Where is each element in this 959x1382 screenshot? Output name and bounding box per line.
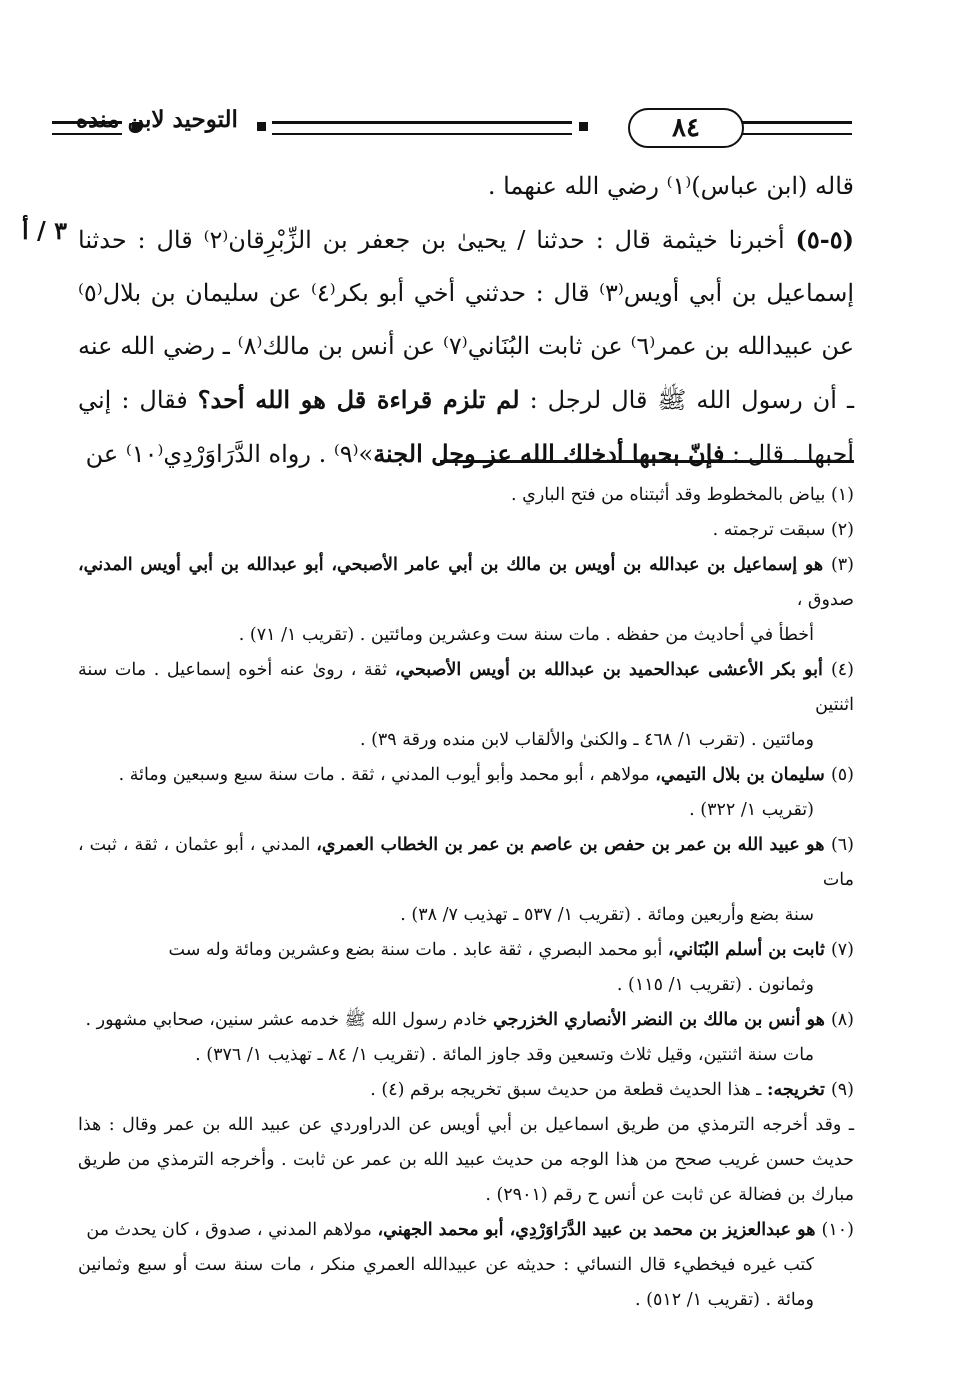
hadith-text: فقال : إني أحبها . قال : [78, 386, 854, 468]
footnote [78, 478, 854, 513]
main-text [78, 160, 854, 481]
manuscript-folio-reference: ٣ / أ [22, 216, 68, 245]
footnote-number: (٢) [830, 520, 854, 540]
footnote-number: (٨) [830, 1010, 854, 1030]
footnote-text: أبو محمد البصري ، ثقة عابد . مات سنة بضع وعشرين ومائة وله ست [168, 940, 668, 960]
footnote-continuation: وثمانون . (تقريب ١/ ١١٥) . [616, 975, 814, 995]
footnote-continuation: كتب غيره فيخطيء قال النسائي : حديثه عن عبيدالله العمري منكر ، مات سنة ست أو سبع وثمانين ومائة . (تقريب ١/ ٥١٢) . [78, 1255, 814, 1310]
hadith-text: أخبرنا خيثمة قال : حدثنا / يحيىٰ بن جعفر بن الزِّبْرِقان⁽٢⁾ قال : حدثنا إسماعيل بن أبي أويس⁽٣⁾ قال : حدثني أخي أبو بكر⁽٤⁾ عن سليمان بن بلال⁽٥⁾ عن عبيدالله بن عمر⁽٦⁾ عن ثابت البُنَاني⁽٧⁾ عن أنس بن مالك⁽٨⁾ ـ رضي الله عنه ـ أن رسول الله ﷺ قال لرجل : [78, 226, 855, 414]
footnote-name: أبو بكر الأعشى عبدالحميد بن عبدالله بن أويس الأصبحي، [394, 660, 831, 680]
footnote [78, 1213, 854, 1318]
hadith-text: »⁽٩⁾ . رواه الدَّرَاوَرْدِي⁽١٠⁾ عن [85, 440, 374, 468]
header-rule-middle [272, 121, 572, 135]
footnote-name: هو إسماعيل بن عبدالله بن أويس بن مالك بن أبي عامر الأصبحي، أبو عبدالله بن أبي أويس المدني، [78, 555, 831, 575]
footnote-text: مولاهم ، أبو محمد وأبو أيوب المدني ، ثقة . مات سنة سبع وسبعين ومائة . [118, 765, 656, 785]
page-number: ٨٤ [628, 108, 744, 148]
footnote-continuation: (تقريب ١/ ٣٢٢) . [689, 800, 814, 820]
hadith-quote: لم تلزم قراءة قل هو الله أحد؟ [197, 385, 520, 414]
footnote-number: (٣) [830, 555, 854, 575]
footnote-name: سليمان بن بلال التيمي، [655, 765, 831, 785]
main-paragraph [78, 213, 854, 481]
footnote [78, 513, 854, 548]
footnote [78, 1073, 854, 1213]
footnote-number: (٤) [830, 660, 854, 680]
footnote-text: سبقت ترجمته . [712, 520, 831, 540]
footnote [78, 758, 854, 828]
footnote-text: ـ هذا الحديث قطعة من حديث سبق تخريجه برقم (٤) . [370, 1080, 767, 1100]
footnote-name: هو أنس بن مالك بن النضر الأنصاري الخزرجي [493, 1010, 831, 1030]
footnote-number: (٩) [830, 1080, 854, 1100]
footnote-text: خادم رسول الله ﷺ خدمه عشر سنين، صحابي مشهور . [85, 1010, 494, 1030]
footnote-name: هو عبدالعزيز بن محمد بن عبيد الدَّرَاوَرْدِي، أبو محمد الجهني، [377, 1220, 822, 1240]
footnote [78, 1003, 854, 1073]
hadith-quote: فإنّ بحبها أدخلك الله عز وجل الجنة [373, 439, 725, 468]
footnote-name: تخريجه: [767, 1080, 831, 1100]
footnote-text: صدوق ، [796, 590, 854, 610]
footnotes [78, 478, 854, 1318]
main-paragraph: قاله (ابن عباس)⁽١⁾ رضي الله عنهما . [487, 172, 854, 200]
footnote-continuation: ومائتين . (تقرب ١/ ٤٦٨ ـ والكنىٰ والألقاب لابن منده ورقة ٣٩) . [359, 730, 814, 750]
footnote [78, 933, 854, 1003]
footnote-number: (٧) [830, 940, 854, 960]
footnote [78, 828, 854, 933]
hadith-number: (٥-٥) [795, 225, 854, 254]
header-square-ornament [579, 122, 588, 131]
header-square-ornament [257, 122, 266, 131]
footnote [78, 653, 854, 758]
header-rule-right [742, 121, 852, 135]
footnote-separator [440, 460, 854, 463]
footnote-text: المدني ، أبو عثمان ، ثقة ، ثبت ، مات [78, 835, 854, 890]
page-header [52, 100, 852, 154]
footnote-number: (١) [830, 485, 854, 505]
footnote-number: (١٠) [821, 1220, 854, 1240]
footnote-text: بياض بالمخطوط وقد أثبتناه من فتح الباري . [511, 485, 831, 505]
footnote-number: (٦) [830, 835, 854, 855]
footnote-text: ثقة ، روىٰ عنه أخوه إسماعيل . مات سنة اثنتين [78, 660, 854, 715]
footnote-text: مولاهم المدني ، صدوق ، كان يحدث من [86, 1220, 378, 1240]
footnote-number: (٥) [830, 765, 854, 785]
footnote-name: ثابت بن أسلم البُنَاني، [667, 940, 831, 960]
footnote-continuation: أخطأ في أحاديث من حفظه . مات سنة ست وعشرين ومائتين . (تقريب ١/ ٧١) . [238, 625, 814, 645]
footnote-continuation: ـ وقد أخرجه الترمذي من طريق اسماعيل بن أبي أويس عن الدراوردي عن عبيد الله بن عمر وقال : هذا حديث حسن غريب صحح من هذا الوجه من حديث عبيد الله بن عمر عن ثابت . وأخرجه الترمذي من طريق مبارك بن فضالة عن ثابت عن أنس ح رقم (٢٩٠١) . [78, 1115, 854, 1205]
footnote-name: هو عبيد الله بن عمر بن حفص بن عاصم بن عمر بن الخطاب العمري، [316, 835, 831, 855]
footnote-continuation: مات سنة اثنتين، وقيل ثلاث وتسعين وقد جاوز المائة . (تقريب ١/ ٨٤ ـ تهذيب ١/ ٣٧٦) . [195, 1045, 814, 1065]
book-title: التوحيد لابن منده [76, 106, 238, 133]
footnote-continuation: سنة بضع وأربعين ومائة . (تقريب ١/ ٥٣٧ ـ تهذيب ٧/ ٣٨) . [400, 905, 814, 925]
footnote [78, 548, 854, 653]
